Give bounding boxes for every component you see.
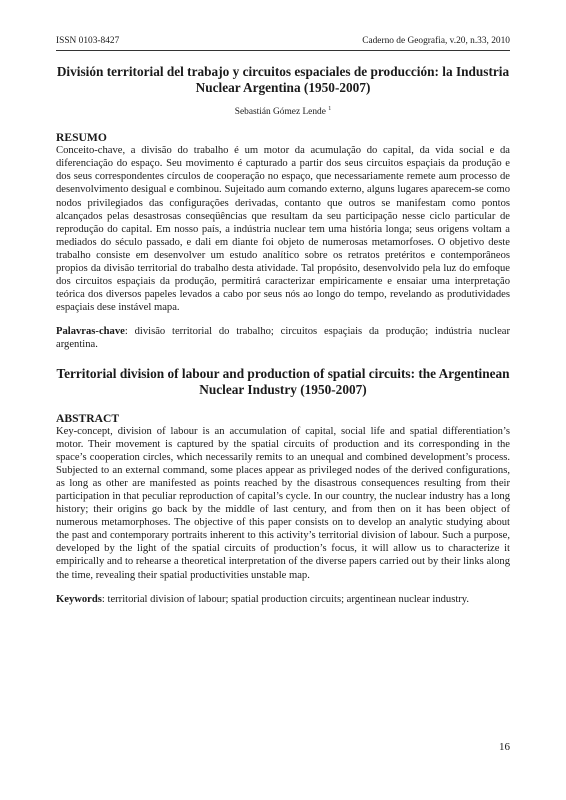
- abstract-keywords-text: : territorial division of labour; spatial production circuits; argentinean nuclear industry.: [101, 593, 470, 605]
- resumo-keywords: [56, 325, 510, 351]
- resumo-heading: RESUMO: [56, 131, 107, 145]
- running-header: [56, 36, 510, 51]
- journal-citation: Caderno de Geografia, v.20, n.33, 2010: [362, 36, 510, 46]
- title-english: Territorial division of labour and production of spatial circuits: the Argentinean Nuclear Industry (1950-2007): [56, 365, 510, 397]
- resumo-keywords-text: : divisão territorial do trabalho; circuitos espaçiais da produção; indústria nuclear argentina.: [56, 326, 510, 351]
- abstract-keywords-label: Keywords: [56, 593, 102, 605]
- author-name: Sebastián Gómez Lende: [234, 107, 326, 118]
- resumo-text: Conceito-chave, a divisão do trabalho é um motor da acumulação do capital, da vida social e da diferenciação do espaço. Seu movimento é capturado a partir dos seus circuitos espaçiais da produção e dos seus correspondentes círculos de cooperação no espaço, que necessariamente remete aum processo de desenvolvimento desigual e combinou. Sujeitado aum comando externo, alguns lugares aparecem-se como nodos privilegiados das configurações derivadas, contanto que outros se manifestam como pontos alcançados pelas desastrosas conseqüências que resultam da seu participação nesse ciclo particular de reprodução do capital. Em nosso país, a indústria nuclear tem uma história longa; seus origens voltam a mediados do século passado, e dali em diante foi objeto de numerosas metamorfoses. O objetivo deste trabalho consiste em desenvolver um estudo analítico sobre os retratos pretéritos e contemporâneos propios da divisão territorial do trabalho desta atividade. Tal propósito, desenvolvido pela luz do emfoque dos circuitos espaçiais da produção, permitirá caracterizar empiricamente e ensaiar uma interpretação teórica dos diversos papeles levados a cabo por seus nós ao longo do tempo, revelando as produtividades espaçiais dese instável mapa.: [56, 145, 510, 314]
- abstract-keywords: [56, 593, 510, 606]
- author-line: [56, 106, 510, 117]
- author-footnote-mark: 1: [328, 106, 332, 112]
- title-spanish: División territorial del trabajo y circuitos espaciales de producción: la Industria Nuclear Argentina (1950-2007): [56, 64, 510, 95]
- resumo-keywords-label: Palavras-chave: [56, 326, 125, 338]
- abstract-text: Key-concept, division of labour is an accumulation of capital, social life and spatial differentiation’s motor. Their movement is captured by the spatial circuits of production and its corresponding in the space’s cooperation circles, which necessarily remits to an unequal and combined development’s process. Subjected to an external command, some places appear as privileged nodes of the derived configurations, as long as other are manifested as points reached by the disastrous consequences resulting from their participation in that peculiar reproduction of capital’s cycle. In our country, the nuclear industry has a long history; their origins go back by the middle of last century, and from then on it has been object of numerous metamorphoses. The objective of this paper consists on to develop an analytic studying about the past and contemporary portraits inherent to this activity’s territorial division of labour. Such a purpose, developed by the light of the spatial circuits of production’s focus, it will allow us to characterize it empirically and to rehearse a theoretical interpretation of the diverse papers carried out by their links along the time, revealing their spatial productivities unstable map.: [56, 425, 510, 581]
- article-body: [56, 64, 510, 606]
- issn-label: ISSN 0103-8427: [56, 36, 120, 46]
- page-number: 16: [499, 741, 510, 753]
- abstract-heading: ABSTRACT: [56, 411, 120, 425]
